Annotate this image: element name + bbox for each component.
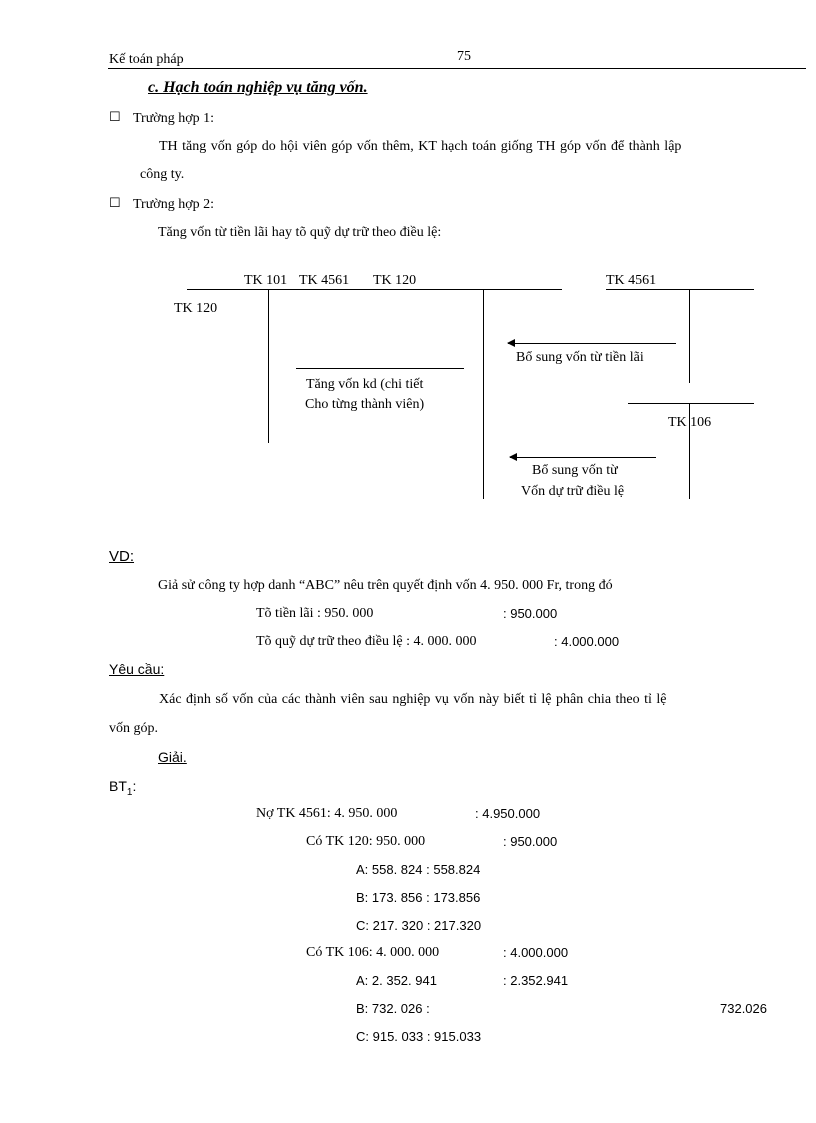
entry-co-tk106-value: : 4.000.000 [503, 945, 569, 960]
label-bo-sung-du-tru-cont: Vốn dự trữ điều lệ [521, 484, 625, 499]
entry-co-tk120-value: : 950.000 [503, 834, 558, 849]
header-rule [108, 68, 806, 69]
t-label-tk106: TK 106 [668, 415, 712, 430]
case1-text: TH tăng vốn góp do hội viên góp vốn thêm, KT hạch toán giống TH góp vốn để thành lập [159, 139, 682, 154]
bt-label: $BT_1$: [109, 778, 137, 798]
header-title: Kế toán pháp [109, 52, 184, 67]
example-row2-right: : 4.000.000 [554, 634, 620, 649]
t-account-divider [483, 289, 484, 499]
case1-title: Trường hợp 1: [133, 111, 215, 126]
t-label-tk101: TK 101 [244, 273, 288, 288]
checkbox-bullet-icon: ☐ [109, 109, 121, 124]
yeu-cau-label: Yêu cầu: [109, 661, 165, 677]
checkbox-bullet-icon: ☐ [109, 195, 121, 210]
label-bo-sung-tien-lai: Bổ sung vốn từ tiền lãi [516, 350, 644, 365]
example-label: VD: [109, 548, 135, 565]
label-tang-von: Tăng vốn kd (chi tiết [306, 377, 424, 392]
example-intro: Giả sử công ty hợp danh “ABC” nêu trên quyết định vốn 4. 950. 000 Fr, trong đó [158, 578, 613, 593]
arrow-left-icon [508, 343, 676, 344]
label-bo-sung-du-tru: Bổ sung vốn từ [532, 463, 618, 478]
yeu-cau-text: Xác định số vốn của các thành viên sau nghiệp vụ vốn này biết tỉ lệ phân chia theo tỉ lệ [159, 692, 667, 707]
entry-b2: B: 732. 026 : [356, 1001, 430, 1016]
t-account-top-line [187, 289, 562, 290]
entry-a2-value: : 2.352.941 [503, 973, 569, 988]
t-label-tk120-left: TK 120 [174, 301, 218, 316]
t-label-tk4561-right: TK 4561 [606, 273, 657, 288]
entry-co-tk120: Có TK 120: 950. 000 [306, 834, 426, 849]
case1-text-cont: công ty. [140, 167, 185, 182]
t-account-divider [689, 289, 690, 383]
entry-co-tk106: Có TK 106: 4. 000. 000 [306, 945, 440, 960]
giai-label: Giải. [158, 749, 187, 765]
entry-a1: A: 558. 824 : 558.824 [356, 862, 481, 877]
case2-title: Trường hợp 2: [133, 197, 215, 212]
example-row1-left: Tõ tiền lãi : 950. 000 [256, 606, 374, 621]
example-row2-left: Tõ quỹ dự trữ theo điều lệ : 4. 000. 000 [256, 634, 477, 649]
entry-c2: C: 915. 033 : 915.033 [356, 1029, 482, 1044]
entry-no-tk4561: Nợ TK 4561: 4. 950. 000 [256, 806, 398, 821]
entry-c1: C: 217. 320 : 217.320 [356, 918, 482, 933]
t-account-top-line [606, 289, 754, 290]
yeu-cau-text-cont: vốn góp. [109, 721, 158, 736]
example-row1-right: : 950.000 [503, 606, 558, 621]
t-account-top-line [628, 403, 754, 404]
t-account-divider [689, 403, 690, 499]
page-number: 75 [457, 49, 471, 64]
arrow-left-icon [510, 457, 656, 458]
t-account-divider [268, 289, 269, 443]
label-tang-von-cont: Cho từng thành viên) [305, 397, 425, 412]
section-title: c. Hạch toán nghiệp vụ tăng vốn. [148, 79, 368, 96]
t-label-tk4561: TK 4561 [299, 273, 350, 288]
entry-b1: B: 173. 856 : 173.856 [356, 890, 481, 905]
entry-a2: A: 2. 352. 941 [356, 973, 437, 988]
t-label-tk120: TK 120 [373, 273, 417, 288]
case2-text: Tăng vốn từ tiền lãi hay tõ quỹ dự trữ theo điều lệ: [158, 225, 442, 240]
entry-b2-value: 732.026 [720, 1001, 767, 1016]
t-account-top-line [296, 368, 464, 369]
entry-no-tk4561-value: : 4.950.000 [475, 806, 541, 821]
